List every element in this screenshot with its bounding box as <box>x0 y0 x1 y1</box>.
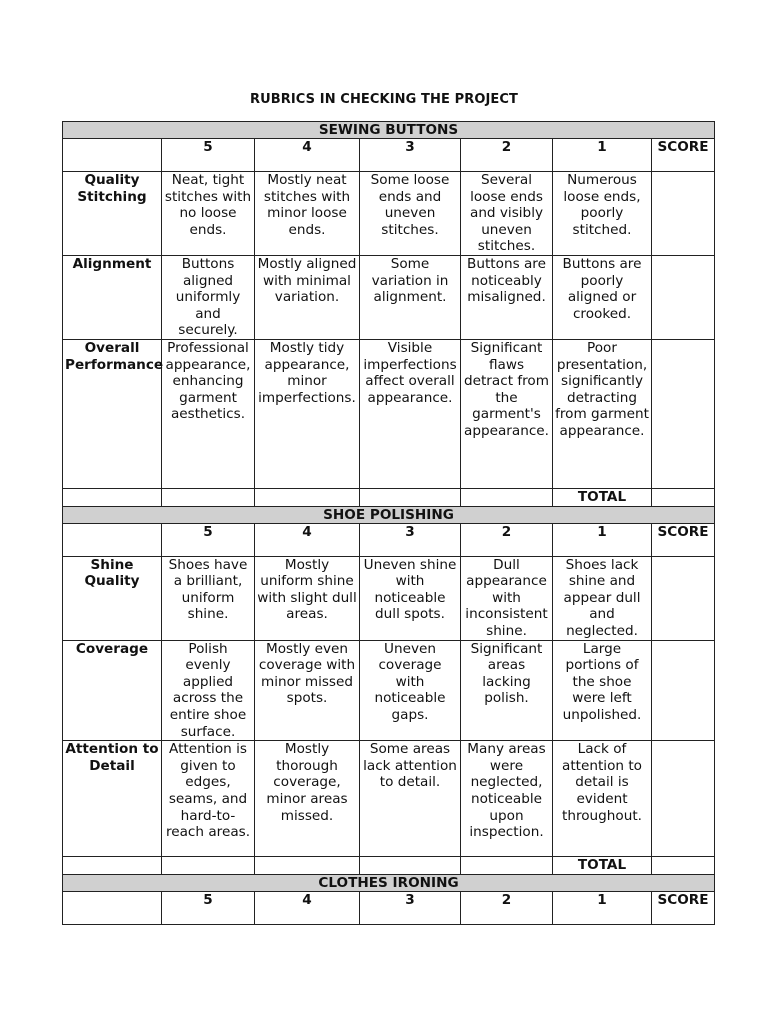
score-cell[interactable] <box>652 339 715 488</box>
criterion-row <box>63 172 715 256</box>
page-title: RUBRICS IN CHECKING THE PROJECT <box>249 92 519 107</box>
score-header-row <box>63 139 715 172</box>
blank-cell <box>360 857 461 875</box>
rubric-cell: Mostly aligned with minimal variation. <box>255 255 360 339</box>
criterion-row <box>63 556 715 640</box>
section-title: SHOE POLISHING <box>63 506 715 523</box>
blank-cell <box>63 891 162 924</box>
score-header: 3 <box>360 891 461 924</box>
rubric-cell: Uneven shine with noticeable dull spots. <box>360 556 461 640</box>
score-cell[interactable] <box>652 255 715 339</box>
criterion-row <box>63 255 715 339</box>
score-header: 1 <box>553 139 652 172</box>
criterion-label: Shine Quality <box>63 556 162 640</box>
rubric-cell: Mostly thorough coverage, minor areas missed. <box>255 741 360 857</box>
rubric-cell: Significant flaws detract from the garment's appearance. <box>461 339 553 488</box>
criterion-row <box>63 741 715 857</box>
rubric-cell: Some areas lack attention to detail. <box>360 741 461 857</box>
rubric-cell: Mostly uniform shine with slight dull areas. <box>255 556 360 640</box>
score-header-row <box>63 523 715 556</box>
blank-cell <box>63 857 162 875</box>
rubric-cell: Lack of attention to detail is evident throughout. <box>553 741 652 857</box>
score-header: 4 <box>255 523 360 556</box>
total-score-cell[interactable] <box>652 857 715 875</box>
criterion-label: Quality Stitching <box>63 172 162 256</box>
rubric-cell: Some variation in alignment. <box>360 255 461 339</box>
rubric-cell: Buttons are poorly aligned or crooked. <box>553 255 652 339</box>
rubric-cell: Neat, tight stitches with no loose ends. <box>162 172 255 256</box>
rubric-cell: Some loose ends and uneven stitches. <box>360 172 461 256</box>
section-title: CLOTHES IRONING <box>63 874 715 891</box>
blank-cell <box>360 488 461 506</box>
rubric-cell: Buttons are noticeably misaligned. <box>461 255 553 339</box>
rubric-cell: Shoes have a brilliant, uniform shine. <box>162 556 255 640</box>
score-cell[interactable] <box>652 172 715 256</box>
score-cell[interactable] <box>652 640 715 741</box>
blank-cell <box>162 488 255 506</box>
score-header: 1 <box>553 523 652 556</box>
criterion-label: Attention to Detail <box>63 741 162 857</box>
blank-cell <box>461 857 553 875</box>
blank-cell <box>255 488 360 506</box>
score-column-header: SCORE <box>652 139 715 172</box>
score-column-header: SCORE <box>652 523 715 556</box>
criterion-label: Overall Performance <box>63 339 162 488</box>
total-score-cell[interactable] <box>652 488 715 506</box>
total-label: TOTAL <box>553 857 652 875</box>
total-label: TOTAL <box>553 488 652 506</box>
rubric-cell: Attention is given to edges, seams, and hard-to-reach areas. <box>162 741 255 857</box>
rubric-cell: Professional appearance, enhancing garment aesthetics. <box>162 339 255 488</box>
score-header: 3 <box>360 139 461 172</box>
criterion-row <box>63 339 715 488</box>
score-header: 5 <box>162 139 255 172</box>
blank-cell <box>162 857 255 875</box>
score-cell[interactable] <box>652 556 715 640</box>
score-header: 3 <box>360 523 461 556</box>
rubric-cell: Mostly neat stitches with minor loose ends. <box>255 172 360 256</box>
score-header: 2 <box>461 523 553 556</box>
blank-cell <box>461 488 553 506</box>
criterion-label: Alignment <box>63 255 162 339</box>
score-column-header: SCORE <box>652 891 715 924</box>
rubric-cell: Buttons aligned uniformly and securely. <box>162 255 255 339</box>
score-cell[interactable] <box>652 741 715 857</box>
rubric-cell: Visible imperfections affect overall appearance. <box>360 339 461 488</box>
score-header: 5 <box>162 891 255 924</box>
rubric-cell: Many areas were neglected, noticeable upon inspection. <box>461 741 553 857</box>
total-row <box>63 857 715 875</box>
section-row <box>63 506 715 523</box>
score-header: 1 <box>553 891 652 924</box>
score-header: 2 <box>461 139 553 172</box>
blank-cell <box>255 857 360 875</box>
blank-cell <box>63 523 162 556</box>
section-row <box>63 122 715 139</box>
score-header-row <box>63 891 715 924</box>
rubric-cell: Significant areas lacking polish. <box>461 640 553 741</box>
rubric-cell: Uneven coverage with noticeable gaps. <box>360 640 461 741</box>
rubric-table <box>62 121 715 925</box>
rubric-cell: Large portions of the shoe were left unpolished. <box>553 640 652 741</box>
rubric-cell: Poor presentation, significantly detracting from garment appearance. <box>553 339 652 488</box>
score-header: 4 <box>255 139 360 172</box>
section-row <box>63 874 715 891</box>
criterion-row <box>63 640 715 741</box>
criterion-label: Coverage <box>63 640 162 741</box>
blank-cell <box>63 488 162 506</box>
rubric-cell: Several loose ends and visibly uneven stitches. <box>461 172 553 256</box>
total-row <box>63 488 715 506</box>
blank-cell <box>63 139 162 172</box>
score-header: 2 <box>461 891 553 924</box>
score-header: 5 <box>162 523 255 556</box>
rubric-cell: Mostly tidy appearance, minor imperfections. <box>255 339 360 488</box>
rubric-cell: Polish evenly applied across the entire shoe surface. <box>162 640 255 741</box>
section-title: SEWING BUTTONS <box>63 122 715 139</box>
rubric-cell: Shoes lack shine and appear dull and neglected. <box>553 556 652 640</box>
rubric-cell: Dull appearance with inconsistent shine. <box>461 556 553 640</box>
rubric-cell: Numerous loose ends, poorly stitched. <box>553 172 652 256</box>
score-header: 4 <box>255 891 360 924</box>
rubric-cell: Mostly even coverage with minor missed spots. <box>255 640 360 741</box>
